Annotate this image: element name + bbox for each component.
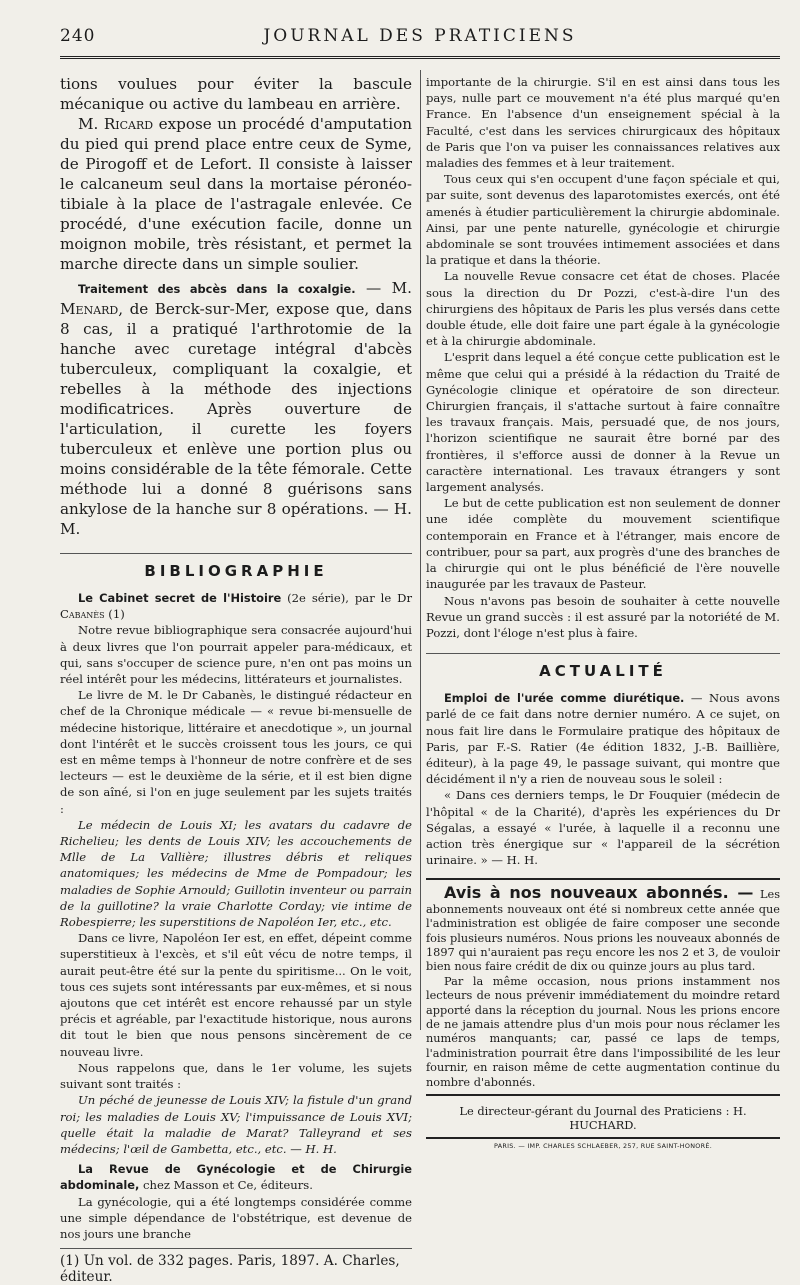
paragraph: Le livre de M. le Dr Cabanès, le distingué rédacteur en chef de la Chronique médicale — « revue bi-mensuelle de médecine historique, littéraire et anecdotique », un journal dont l'intérêt et le succès croissent tous les jours, ce qui est en même temps à l'honneur de notre confrère et de ses lecteurs — est le deuxième de la série, et il est bien digne de son aîné, si l'on en juge seulement par les sujets traités : (60, 688, 412, 816)
article-title: Traitement des abcès dans la coxalgie. (78, 282, 356, 296)
page-header (60, 24, 780, 56)
author-name: Cabanès (60, 607, 105, 622)
paragraph: Le but de cette publication est non seulement de donner une idée complète du mouvement scientifique contemporain en France et à l'étranger, mais encore de contribuer, pour sa part, aux progrès d'une des branches de la chirurgie qui ont le plus bénéficié de l'ère nouvelle inaugurée par les travaux de Pasteur. (426, 496, 780, 592)
author-name: Ricard (103, 115, 154, 133)
paragraph: Nous rappelons que, dans le 1er volume, les sujets suivant sont traités : (60, 1060, 412, 1092)
section-heading-bibliographie: BIBLIOGRAPHIE (144, 562, 328, 580)
paragraph: Tous ceux qui s'en occupent d'une façon spéciale et qui, par suite, sont devenus des laparotomistes exercés, ont été amenés à étudier particulièrement la chirurgie abdominale. Ainsi, par une pente naturelle, gynécologie et chirurgie abdominale se sont trouvées intimement associées et dans la pratique et dans la théorie. (426, 172, 780, 268)
footnote: (1) Un vol. de 332 pages. Paris, 1897. A. Charles, éditeur. (60, 1253, 400, 1285)
section-rule (60, 553, 412, 554)
director-signature: Le directeur-gérant du Journal des Praticiens : H. HUCHARD. (459, 1104, 747, 1133)
author-name: Menard (60, 300, 119, 318)
paragraph: L'esprit dans lequel a été conçue cette publication est le même que celui qui a présidé à la rédaction du Traité de Gynécologie clinique et opératoire de son directeur. Chirurgien français, il s'attache surtout à faire connaître les travaux français. Mais, persuadé que, de nos jours, l'horizon scientifique ne saurait être borné par des frontières, il s'efforce aussi de donner à la Revue un caractère international. Les travaux étrangers y sont largement analysés. (426, 350, 780, 495)
news-entry: Emploi de l'urée comme diurétique. — Nous avons parlé de ce fait dans notre dernier numéro. A ce sujet, on nous fait lire dans le Formulaire pratique des hôpitaux de Paris, par F.-S. Ratier (4e édition 1832, J.-B. Baillière, éditeur), à la page 49, le passage suivant, qui montre que décidément il n'y a rien de nouveau sous le soleil : (426, 691, 780, 787)
book-title: La Revue de Gynécologie et de Chirurgie abdominale, (60, 1162, 412, 1193)
header-rule (60, 56, 780, 59)
paragraph: La gynécologie, qui a été longtemps considérée comme une simple dépendance de l'obstétrique, est devenue de nos jours une branche (60, 1194, 412, 1241)
left-column (60, 74, 412, 1285)
paragraph: tions voulues pour éviter la bascule mécanique ou active du lambeau en arrière. (60, 75, 412, 113)
book-title: Le Cabinet secret de l'Histoire (78, 591, 282, 605)
footnote-rule (60, 1248, 412, 1249)
paragraph-coxalgie: Traitement des abcès dans la coxalgie. — M. Menard, de Berck-sur-Mer, expose que, dans 8 cas, il a pratiqué l'arthrotomie de la hanche avec curetage intégral d'abcès tuberculeux, compliquant la coxalgie, et rebelles à la méthode des injections modificatrices. Après ouverture de l'articulation, il curette les foyers tuberculeux et enlève une portion plus ou moins considérable de la tête fémorale. Cette méthode lui a donné 8 guérisons sans ankylose de la hanche sur 8 opérations. — H. M. (60, 279, 412, 538)
paragraph: Notre revue bibliographique sera consacrée aujourd'hui à deux livres que l'on pourrait appeler para-médicaux, et qui, sans s'occuper de science pure, n'en ont pas moins un réel intérêt pour les médecins, littérateurs et journalistes. (60, 623, 412, 687)
paragraph: importante de la chirurgie. S'il en est ainsi dans tous les pays, nulle part ce mouvement n'a été plus marqué qu'en France. En l'absence d'un enseignement spécial à la Faculté, c'est dans les services chirurgicaux des hôpitaux de Paris que l'on va puiser les connaissances relatives aux maladies des femmes et à leur traitement. (426, 75, 780, 171)
news-title: Emploi de l'urée comme diurétique. (444, 691, 685, 706)
printer-imprint: PARIS. — IMP. CHARLES SCHLAEBER, 257, RUE SAINT-HONORÉ. (493, 1142, 713, 1151)
paragraph-ricard: M. Ricard expose un procédé d'amputation du pied qui prend place entre ceux de Syme, de Pirogoff et de Lefort. Il consiste à laisser le calcaneum seul dans la mortaise péronéo-tibiale à la place de l'astragale enlevée. Ce procédé, d'une exécution facile, donne un moignon mobile, très résistant, et permet la marche directe dans un simple soulier. (60, 115, 412, 273)
right-column (426, 74, 780, 1150)
topics-list: Un péché de jeunesse de Louis XIV; la fistule d'un grand roi; les maladies de Louis XV; l'impuissance de Louis XVI; quelle était la maladie de Marat? Talleyrand et ses médecins; l'œil de Gambetta, etc., etc. — H. H. (60, 1093, 412, 1156)
section-rule (426, 653, 780, 654)
page-number: 240 (60, 26, 96, 46)
journal-title: JOURNAL DES PRATICIENS (263, 26, 577, 46)
column-rule (420, 70, 421, 1030)
notice-paragraph: Avis à nos nouveaux abonnés. — Les abonnements nouveaux ont été si nombreux cette année que l'administration est obligée de faire composer une seconde fois plusieurs numéros. Nous prions les nouveaux abonnés de 1897 qui n'auraient pas reçu encore les nos 2 et 3, de vouloir bien nous faire crédit de dix ou quinze jours au plus tard. (426, 883, 781, 974)
footer-rule (426, 1137, 780, 1139)
notice-heading: Avis à nos nouveaux abonnés. — (444, 883, 754, 903)
quotation: « Dans ces derniers temps, le Dr Fouquier (médecin de l'hôpital « de la Charité), d'après les expériences du Dr Ségalas, a essayé « l'urée, à laquelle il a reconnu une action très énergique sur « l'appareil de la sécrétion urinaire. » — H. H. (426, 788, 780, 868)
book-entry: La Revue de Gynécologie et de Chirurgie abdominale, chez Masson et Ce, éditeurs. (60, 1162, 412, 1193)
paragraph: Nous n'avons pas besoin de souhaiter à cette nouvelle Revue un grand succès : il est assuré par la notoriété de M. Pozzi, dont l'éloge n'est plus à faire. (426, 593, 780, 640)
section-heading-actualite: ACTUALITÉ (539, 662, 667, 681)
notice-paragraph: Par la même occasion, nous prions instamment nos lecteurs de nous prévenir immédiatement du moindre retard apporté dans la réception du journal. Nous les prions encore de ne jamais attendre plus d'un mois pour nous réclamer les numéros manquants; car, passé ce laps de temps, l'administration pourrait être dans l'impossibilité de les leur fournir, en raison même de cette augmentation continue du nombre d'abonnés. (426, 974, 780, 1089)
paragraph: Dans ce livre, Napoléon Ier est, en effet, dépeint comme superstitieux à l'excès, et s'il eût vécu de notre temps, il aurait peut-être été sur la pente du spiritisme... On le voit, tous ces sujets sont intéressants par eux-mêmes, et si nous ajoutons que cet intérêt est encore rehaussé par un style précis et agréable, par l'exactitude historique, nous aurons dit tout le bien que nous pensons sincèrement de ce nouveau livre. (60, 931, 412, 1059)
book-entry: Le Cabinet secret de l'Histoire (2e série), par le Dr Cabanès (1) (60, 591, 412, 622)
paragraph: La nouvelle Revue consacre cet état de choses. Placée sous la direction du Dr Pozzi, c'est-à-dire l'un des chirurgiens des hôpitaux de Paris les plus versés dans cette double étude, elle doit faire une part égale à la gynécologie et à la chirurgie abdominale. (426, 269, 780, 349)
topics-list: Le médecin de Louis XI; les avatars du cadavre de Richelieu; les dents de Louis XIV; les accouchements de Mlle de La Vallière; illustres débris et reliques anatomiques; les médecins de Mme de Pompadour; les maladies de Sophie Arnould; Guillotin inventeur ou parrain de la guillotine? la vraie Charlotte Corday; vie intime de Robespierre; les superstitions de Napoléon Ier, etc., etc. (60, 817, 412, 930)
subscriber-notice (426, 878, 780, 1096)
